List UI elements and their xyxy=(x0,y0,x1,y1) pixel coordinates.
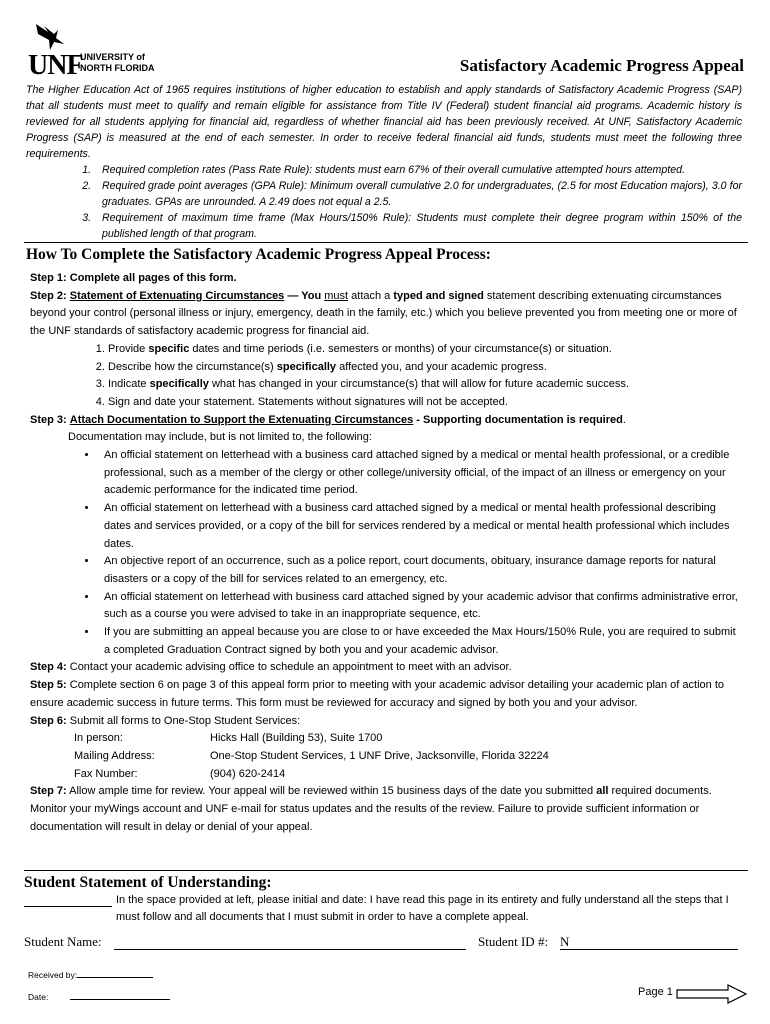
list-item: • An official statement on letterhead with business card attached signed by your academic advisor that confirms administrative error, such as a course you were advised to take in an inappropriate sequence, etc. xyxy=(98,589,742,624)
student-name-label: Student Name: xyxy=(24,934,102,949)
received-by-row: Received by: xyxy=(28,968,153,980)
list-item: 1. Provide specific dates and time periods (i.e. semesters or months) of your circumstance(s) or situation. xyxy=(108,341,742,359)
contact-row: In person: Hicks Hall (Building 53), Suite 1700 xyxy=(74,732,383,745)
list-item: 2. Describe how the circumstance(s) specifically affected you, and your academic progress. xyxy=(108,359,742,377)
student-fields xyxy=(24,934,746,954)
page-title: Satisfactory Academic Progress Appeal xyxy=(459,56,744,75)
divider xyxy=(24,870,748,871)
student-name-field[interactable] xyxy=(114,934,466,950)
step-4: Step 4: Contact your academic advising office to schedule an appointment to meet with an advisor. xyxy=(30,661,512,674)
student-id-field[interactable]: N xyxy=(560,934,738,950)
date-row: Date: xyxy=(28,990,170,1002)
understanding-statement: In the space provided at left, please initial and date: I have read this page in its entirety and fully understand all the steps that I must follow and all documents that I must submit in order to have a complete appeal. xyxy=(24,892,746,926)
logo-text: UNIVERSITY of NORTH FLORIDA xyxy=(80,52,155,73)
step-6: Step 6: Submit all forms to One-Stop Student Services: xyxy=(30,714,301,727)
contact-row: Fax Number: (904) 620-2414 xyxy=(74,767,286,780)
requirement-item: 2. Required grade point averages (GPA Rule): Minimum overall cumulative 2.0 for undergraduates, (2.5 for most Education majors), 3.0 for graduates. GPAs are unrounded. A 2.49 does not equal a 2.5. xyxy=(94,178,742,210)
next-page-arrow-icon xyxy=(676,984,748,1004)
divider xyxy=(24,242,748,243)
step-3-intro: Documentation may include, but is not limited to, the following: xyxy=(68,431,372,444)
list-item: 4. Sign and date your statement. Statements without signatures will not be accepted. xyxy=(108,394,742,412)
osprey-icon xyxy=(34,22,70,52)
howto-heading: How To Complete the Satisfactory Academic Progress Appeal Process: xyxy=(26,246,491,263)
steps-section xyxy=(30,270,742,837)
step-5: Step 5: Complete section 6 on page 3 of this appeal form prior to meeting with your academic advisor detailing your academic plan of action to ensure academic success in future terms. This form must be reviewed for accuracy and signed by both you and your advisor. xyxy=(30,679,724,709)
understanding-heading: Student Statement of Understanding: xyxy=(24,874,272,891)
contact-row: Mailing Address: One-Stop Student Services, 1 UNF Drive, Jacksonville, Florida 32224 xyxy=(74,749,549,762)
documentation-list xyxy=(30,447,742,659)
list-item: • If you are submitting an appeal because you are close to or have exceeded the Max Hours/150% Rule, you are required to submit a completed Graduation Contract signed by both you and your academic advisor. xyxy=(98,624,742,659)
date-field[interactable] xyxy=(70,990,170,1000)
step-1: Step 1: Complete all pages of this form. xyxy=(30,272,237,284)
requirement-item: 1. Required completion rates (Pass Rate Rule): students must earn 67% of their overall cumulative attempted hours attempted. xyxy=(94,162,742,178)
step-7: Step 7: Allow ample time for review. Your appeal will be reviewed within 15 business days of the date you submitted all required documents. Monitor your myWings account and UNF e-mail for status updates and the results of the review. Failure to provide sufficient information or documentation will result in delay or denial of your appeal. xyxy=(30,785,712,833)
list-item: • An official statement on letterhead with a business card attached signed by a medical or mental health professional describing dates and services provided, or a copy of the bill for services rendered by a medical or mental health professional which includes dates. xyxy=(98,500,742,553)
requirements-list xyxy=(26,162,742,242)
step-3: Step 3: Attach Documentation to Support the Extenuating Circumstances - Supporting documentation is required. xyxy=(30,413,626,426)
list-item: • An objective report of an occurrence, such as a police report, court documents, obituary, insurance damage reports for natural disasters or a copy of the bill for services related to an emergency, etc. xyxy=(98,553,742,588)
requirement-item: 3. Requirement of maximum time frame (Max Hours/150% Rule): Students must complete their degree program within 150% of the published length of that program. xyxy=(94,210,742,242)
step-2: Step 2: Statement of Extenuating Circumstances — You must attach a typed and signed statement describing extenuating circumstances beyond your control (personal illness or injury, emergency, death in the family, etc.) which you believe prevented you from meeting one or more of the UNF standards of satisfactory academic progress for financial aid. xyxy=(30,289,737,338)
list-item: • An official statement on letterhead with a business card attached signed by a medical or mental health professional, or a credible professional, such as a member of the clergy or other college/university official, of the impact of an illness or emergency on your academic performance for the indicated time period. xyxy=(98,447,742,500)
received-by-field[interactable] xyxy=(77,968,153,978)
unf-logo xyxy=(28,22,168,81)
intro-section xyxy=(26,82,742,242)
page-number: Page 1 xyxy=(638,986,673,998)
logo-mark: UNF xyxy=(28,50,83,81)
intro-paragraph: The Higher Education Act of 1965 requires institutions of higher education to establish and apply standards of Satisfactory Academic Progress (SAP) that all students must meet to qualify and remain eligible for assistance from Title IV (Federal) student financial aid programs. Academic history is reviewed for all students applying for financial aid, regardless of whether financial aid has been previously received. At UNF, Satisfactory Academic Progress (SAP) is measured at the end of each semester. In order to receive federal financial aid funds, students must meet the following three requirements. xyxy=(26,84,742,160)
step-2-list xyxy=(30,341,742,412)
list-item: 3. Indicate specifically what has changed in your circumstance(s) that will allow for future academic success. xyxy=(108,376,742,394)
initial-field[interactable] xyxy=(24,892,112,907)
student-id-label: Student ID #: xyxy=(478,934,552,949)
